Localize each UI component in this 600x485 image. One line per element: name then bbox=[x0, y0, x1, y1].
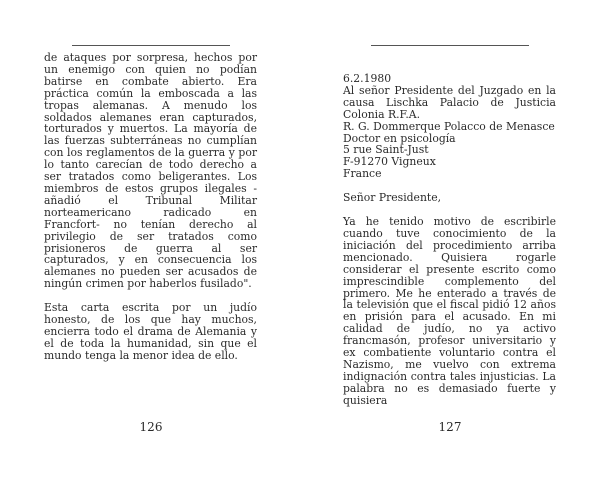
right-page-top-rule bbox=[371, 45, 529, 46]
letter-sender-title: Doctor en psicología bbox=[343, 131, 456, 145]
letter-recipient: Al señor Presidente del Juzgado en la causa Lischka Palacio de Justicia Colonia R.F.A. bbox=[343, 83, 556, 121]
letter-sender-country: France bbox=[343, 167, 382, 181]
letter-body: Ya he tenido motivo de escribirle cuando tuve conocimiento de la iniciación del procedimiento arriba mencionado. Quisiera rogarle considerar el presente escrito como imprescindible complemento del primero. Me he enterado a través de la televisión que el fiscal pidió 12 años en prisión para el acusado. En mi calidad de judío, no ya activo francmasón, profesor universitario y ex combatiente voluntario contra el Nazismo, me vuelvo con extrema indignación contra tales injusticias. La palabra no es demasiado fuerte y quisiera bbox=[343, 215, 556, 407]
left-page-number: 126 bbox=[139, 420, 163, 434]
right-page bbox=[343, 73, 556, 407]
letter-date: 6.2.1980 bbox=[343, 72, 392, 85]
left-page-top-rule bbox=[72, 45, 230, 46]
letter-sender-name: R. G. Dommerque Polacco de Menasce bbox=[343, 119, 555, 133]
right-page-number: 127 bbox=[438, 420, 462, 434]
letter-salutation: Señor Presidente, bbox=[343, 191, 442, 205]
left-page bbox=[44, 52, 257, 362]
letter-sender-city: F-91270 Vigneux bbox=[343, 155, 436, 169]
left-page-paragraph-2: Esta carta escrita por un judío honesto, de los que hay muchos, encierra todo el drama de Alemania y el de toda la humanidad, sin que el mundo tenga la menor idea de ello. bbox=[44, 301, 257, 362]
left-page-paragraph-1: de ataques por sorpresa, hechos por un enemigo con quien no podían batirse en combate abierto. Era práctica común la emboscada a las tropas alemanas. A menudo los soldados alemanes eran capturados, torturados y muertos. La mayoría de las fuerzas subterráneas no cumplían con los reglamentos de la guerra y por lo tanto carecían de todo derecho a ser tratados como beligerantes. Los miembros de estos grupos ilegales -añadió el Tribunal Militar norteamericano radicado en Francfort- no tenían derecho al privilegio de ser tratados como prisioneros de guerra al ser capturados, y en consecuencia los alemanes no pueden ser acusados de ningún crimen por haberlos fusilado". bbox=[44, 51, 257, 291]
letter-sender-street: 5 rue Saint-Just bbox=[343, 143, 429, 157]
